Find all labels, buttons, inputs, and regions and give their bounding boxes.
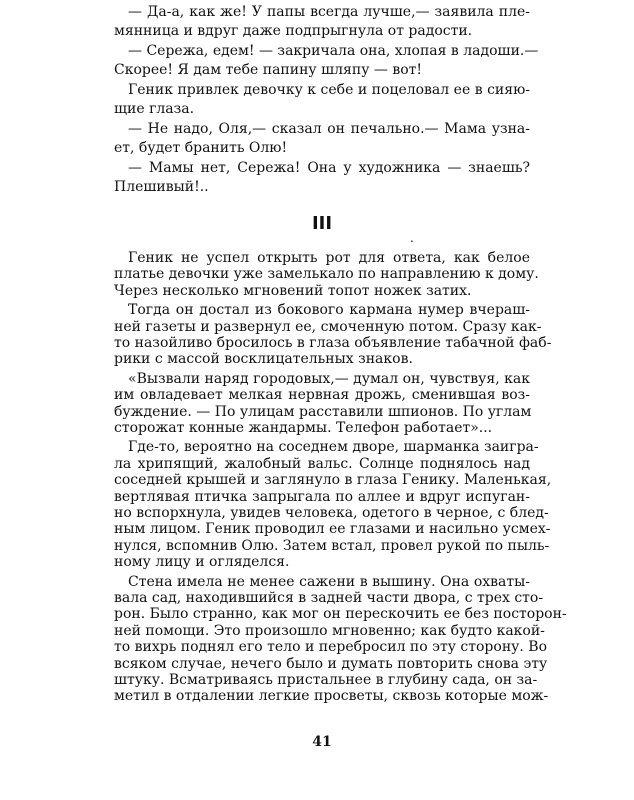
text-line: Плешивый!.. xyxy=(114,178,209,195)
text-line: то вихрь поднял его тело и перебросил по эту сторону. Во xyxy=(114,639,548,656)
stray-dot: . xyxy=(410,231,414,245)
text-line: ней помощи. Это произошло мгновенно; как будто какой- xyxy=(114,622,545,639)
text-line: рон. Было странно, как мог он перескочить ее без посторон- xyxy=(114,606,567,623)
text-line: Геник не успел открыть рот для ответа, как белое xyxy=(128,250,530,266)
text-line: мянница и вдруг даже подпрыгнула от радости. xyxy=(114,22,473,39)
text-line: то назойливо бросилось в глаза объявление табачной фаб- xyxy=(114,335,552,351)
text-line: ет, будет бранить Олю! xyxy=(114,139,288,156)
text-line: рики с массой восклицательных знаков. xyxy=(114,351,413,368)
text-line: — Да-а, как же! У папы всегда лучше,— заявила пле- xyxy=(128,4,530,20)
text-line: штуку. Всматриваясь пристальнее в глубину сада, он за- xyxy=(114,672,538,688)
text-line: Стена имела не менее сажени в вышину. Она охваты- xyxy=(128,573,530,590)
text-line: «Вызвали наряд городовых,— думал он, чувствуя, как xyxy=(128,370,530,387)
text-line: платье девочки уже замелькало по направлению к дому. xyxy=(114,266,539,283)
text-line: — Мамы нет, Сережа! Она у художника — знаешь? xyxy=(128,160,530,176)
text-line: вертлявая птичка запрыгала по аллее и вдруг испуган- xyxy=(114,488,530,505)
text-line: ному лицу и огляделся. xyxy=(114,554,290,571)
page-number: 41 xyxy=(312,734,332,750)
text-line: нулся, вспомнив Олю. Затем встал, провел рукой по пыль- xyxy=(114,537,550,554)
text-line: ным лицом. Геник проводил ее глазами и насильно усмех- xyxy=(114,521,551,538)
text-line: — Не надо, Оля,— сказал он печально.— Мама узна- xyxy=(128,121,530,137)
text-line: Геник привлек девочку к себе и поцеловал ее в сияю- xyxy=(128,82,530,98)
text-line: буждение. — По улицам расставили шпионов. По углам xyxy=(114,403,532,420)
text-line: ней газеты и развернул ее, смоченную потом. Сразу как- xyxy=(114,318,542,335)
text-line: соседней крышей и заглянуло в глаза Генику. Маленькая, xyxy=(114,472,552,489)
text-line: щие глаза. xyxy=(114,100,195,117)
text-line: Тогда он достал из бокового кармана нумер вчераш- xyxy=(128,302,530,319)
text-line: всяком случае, нечего было и думать повторить снова эту xyxy=(114,655,548,672)
text-line: сторожат конные жандармы. Телефон работает»... xyxy=(114,420,493,436)
text-line: — Сережа, едем! — закричала она, хлопая в ладоши.— xyxy=(128,43,539,59)
text-line: им овладевает мелкая нервная дрожь, сменившая воз- xyxy=(114,387,530,404)
text-line: но вспорхнула, увидев человека, одетого в черное, с блед- xyxy=(114,505,549,521)
text-line: Где-то, вероятно на соседнем дворе, шарманка заигра- xyxy=(128,439,539,456)
text-line: метил в отдалении легкие просветы, сквозь которые мож- xyxy=(114,688,549,705)
text-line: вала сад, находившийся в задней части двора, с трех сто- xyxy=(114,590,544,606)
chapter-heading: III xyxy=(311,213,333,234)
text-line: Скорее! Я дам тебе папину шляпу — вот! xyxy=(114,61,423,78)
text-line: ла хрипящий, жалобный вальс. Солнце поднялось над xyxy=(114,455,530,472)
text-line: Через несколько мгновений топот ножек затих. xyxy=(114,282,472,299)
